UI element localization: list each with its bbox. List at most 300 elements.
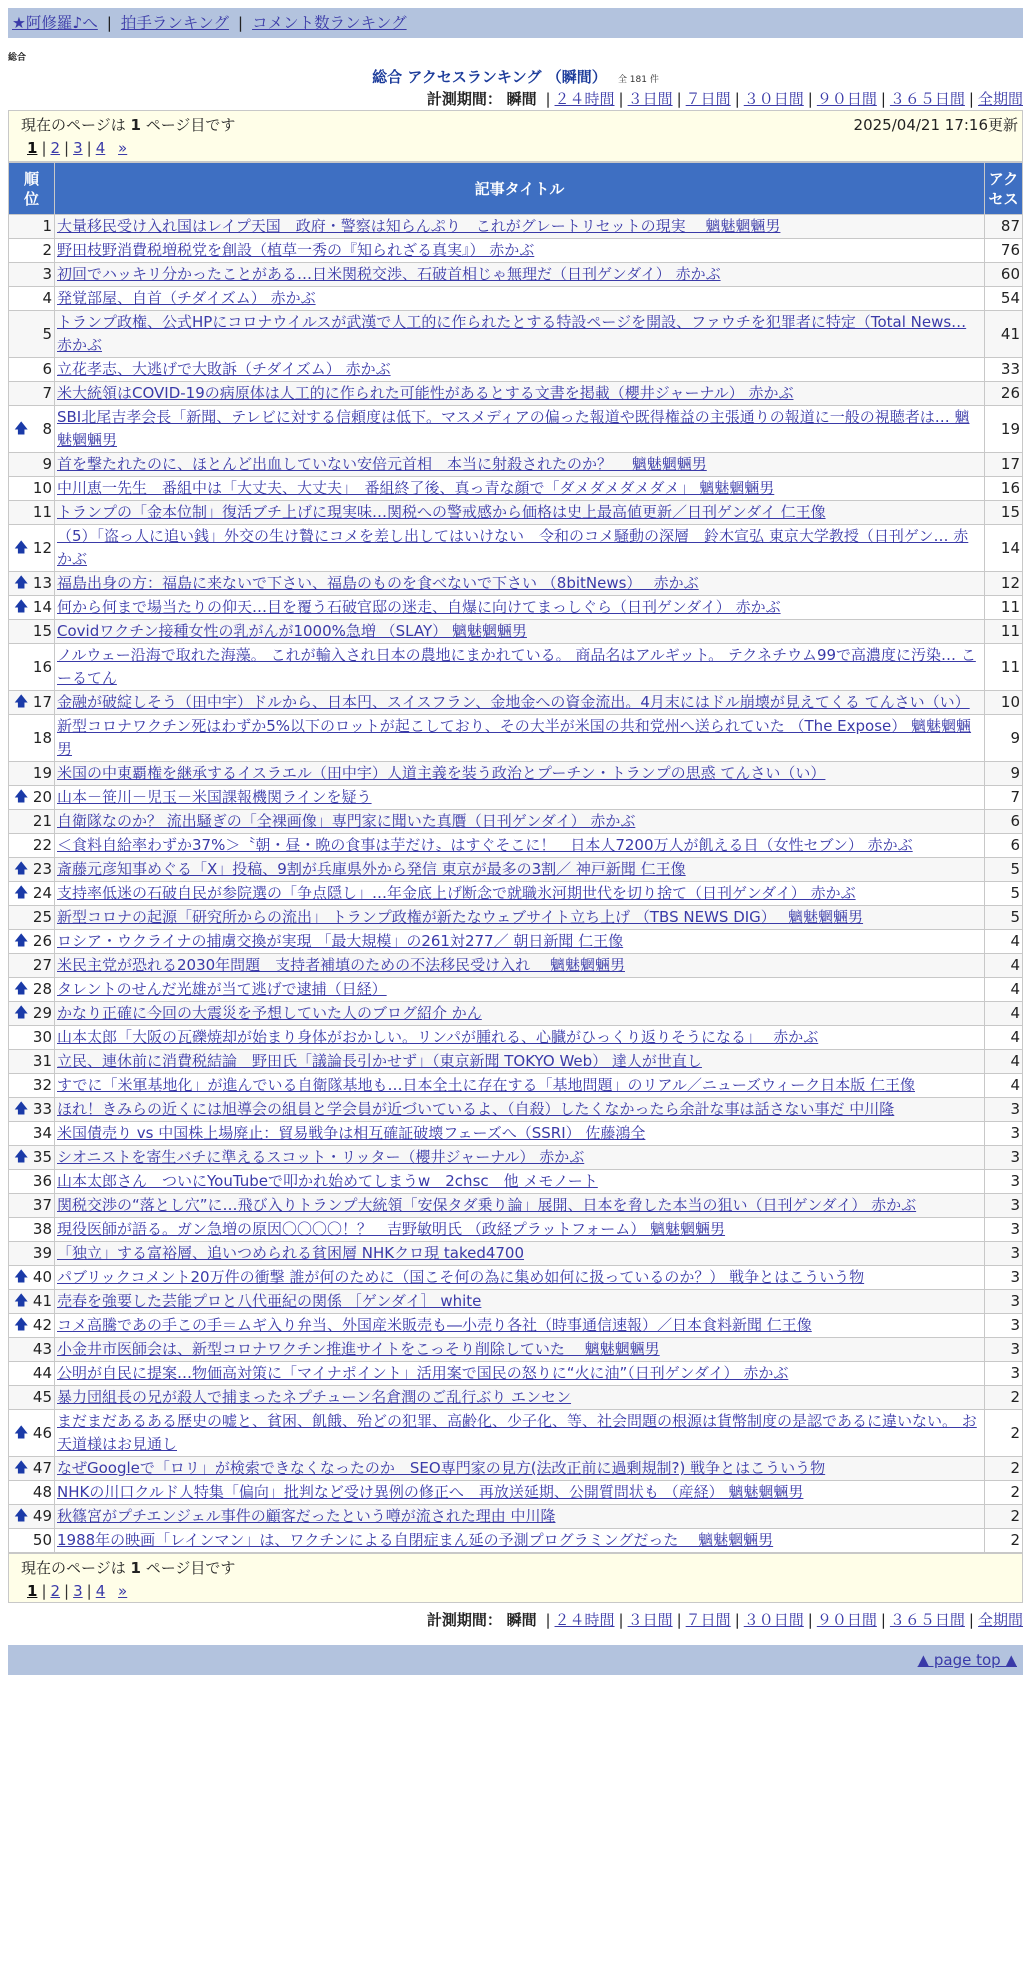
article-link[interactable]: トランプの「金本位制」復活ブチ上げに現実味…関税への警戒感から価格は史上最高値更新／日刊ゲンダイ 仁王像 [57,503,826,521]
table-row [9,358,1023,382]
rank-cell [9,382,55,406]
rank-number: 17 [32,693,52,711]
title-cell [55,382,985,406]
pager-sep: | [41,139,47,157]
table-row [9,882,1023,906]
page-info-bottom [8,1553,1023,1603]
access-count: 3 [985,1218,1023,1242]
top-nav [8,8,1023,38]
pager-page-link[interactable]: 2 [50,1582,61,1600]
table-row [9,1481,1023,1505]
table-row [9,239,1023,263]
title-main: アクセスランキング （瞬間） [407,68,607,86]
rank-number: 32 [32,1076,52,1094]
pager-page-link[interactable]: 3 [73,1582,83,1600]
rank-cell [9,263,55,287]
up-arrow-icon: 🡅 [14,861,29,877]
pager-sep: | [41,1582,47,1600]
rank-cell [9,762,55,786]
rank-cell [9,644,55,691]
article-link[interactable]: なぜGoogleで「ロリ」が検索できなくなったのか SEO専門家の見方(法改正前に過剰規制?) 戦争とはこういう物 [57,1459,826,1477]
col-count-header [985,163,1023,215]
article-link[interactable]: タレントのせんだ光雄が当て逃げで逮捕（日経） [57,980,387,998]
table-row [9,1026,1023,1050]
article-link[interactable]: NHKの川口クルド人特集「偏向」批判など受け異例の修正へ 再放送延期、公開質問状も （産経） 魑魅魍魎男 [57,1483,804,1501]
rank-cell [9,786,55,810]
table-row [9,1362,1023,1386]
article-link[interactable]: 首を撃たれたのに、ほとんど出血していない安倍元首相 本当に射殺されたのか？ 魑魅魍魎男 [57,455,707,473]
access-count: 9 [985,762,1023,786]
article-link[interactable]: 山本太郎さん ついにYouTubeで叩かれ始めてしまうw 2chsc 他 メモノート [57,1172,598,1190]
rank-cell [9,691,55,715]
page-info-top [8,110,1023,162]
title-cell [55,1505,985,1529]
title-cell [55,596,985,620]
title-cell [55,1386,985,1410]
access-count: 12 [985,572,1023,596]
up-arrow-icon: 🡅 [14,1101,29,1117]
rank-number: 48 [32,1483,52,1501]
article-link[interactable]: 山本－笹川－児玉－米国課報機関ラインを疑う [57,788,372,806]
up-arrow-icon: 🡅 [14,1424,29,1441]
access-count: 3 [985,1362,1023,1386]
category-label: 総合 [8,53,27,63]
rank-number: 6 [42,360,52,378]
rank-number: 42 [32,1316,52,1334]
rank-cell [9,215,55,239]
article-link[interactable]: パブリックコメント20万件の衝撃 誰が何のために（国こそ何の為に集め如何に扱っているのか？） 戦争とはこういう物 [57,1268,865,1286]
article-link[interactable]: 自衛隊なのか？ 流出騒ぎの「全裸画像」専門家に聞いた真贋（日刊ゲンダイ） 赤かぶ [57,812,636,830]
access-count: 3 [985,1266,1023,1290]
rank-number: 26 [32,932,52,950]
access-count: 6 [985,810,1023,834]
rank-cell [9,1314,55,1338]
article-link[interactable]: 1988年の映画「レインマン」は、ワクチンによる自閉症まん延の予測プログラミングだった 魑魅魍魎男 [57,1531,774,1549]
rank-number: 13 [32,574,52,592]
period-selector-bottom [8,1609,1023,1631]
title-cell [55,1410,985,1457]
rank-cell [9,1098,55,1122]
access-count: 3 [985,1098,1023,1122]
article-link[interactable]: コメ高騰であの手この手＝ムギ入り弁当、外国産米販売も―小売り各社（時事通信速報）／日本食料新聞 仁王像 [57,1316,812,1334]
rank-cell [9,1074,55,1098]
title-cell [55,954,985,978]
article-link[interactable]: 大量移民受け入れ国はレイプ天国 政府・警察は知らんぷり これがグレートリセットの現実 魑魅魍魎男 [57,217,781,235]
ranking-table [8,162,1023,1553]
rank-cell [9,501,55,525]
article-link[interactable]: Covidワクチン接種女性の乳がんが1000%急増 （SLAY） 魑魅魍魎男 [57,622,527,640]
article-link[interactable]: 米国の中東覇権を継承するイスラエル（田中宇）人道主義を装う政治とプーチン・トランプの思惑 てんさい（い） [57,764,826,782]
pager-page-link[interactable]: 4 [95,139,106,157]
nav-sep: | [106,14,112,32]
rank-number: 9 [42,455,52,473]
article-link[interactable]: 山本太郎「大阪の瓦礫焼却が始まり身体がおかしい。リンパが腫れる、心臓がひっくり返りそうになる」 赤かぶ [57,1028,819,1046]
page-info-number: 1 [130,1559,141,1577]
access-count: 41 [985,311,1023,358]
article-link[interactable]: トランプ政権、公式HPにコロナウイルスが武漢で人工的に作られたとする特設ページを開設、ファウチを犯罪者に特定（Total News… 赤かぶ [57,313,967,354]
page-top-link[interactable]: ▲ page top ▲ [917,1651,1017,1669]
rank-number: 19 [32,764,52,782]
article-link[interactable]: 何から何まで場当たりの仰天…目を覆う石破官邸の迷走、自爆に向けてまっしぐら（日刊ゲンダイ） 赤かぶ [57,598,781,616]
table-row [9,1338,1023,1362]
pager-next-link[interactable]: » [118,1582,128,1600]
title-cell [55,1481,985,1505]
access-count: 4 [985,1074,1023,1098]
title-cell [55,501,985,525]
rank-cell [9,406,55,453]
period-option-link[interactable]: ３０日間 [743,1611,804,1629]
article-link[interactable]: 発覚部屋、自首（チダイズム） 赤かぶ [57,289,316,307]
table-row [9,858,1023,882]
up-arrow-icon: 🡅 [14,1460,29,1476]
access-count: 10 [985,691,1023,715]
rank-cell [9,1050,55,1074]
access-count: 60 [985,263,1023,287]
access-count: 5 [985,906,1023,930]
rank-cell [9,358,55,382]
period-option-link[interactable]: 全期間 [977,90,1023,108]
home-link[interactable]: ★阿修羅♪へ [12,14,98,32]
period-option-link[interactable]: ７日間 [685,1611,731,1629]
table-row [9,406,1023,453]
col-count-label: アクセス [988,169,1019,208]
title-cell [55,715,985,762]
rank-number: 8 [42,419,52,438]
title-cell [55,858,985,882]
rank-cell [9,1529,55,1553]
title-cell [55,1457,985,1481]
pager-page-link[interactable]: 3 [73,139,83,157]
table-row [9,596,1023,620]
period-option-link[interactable]: ３日間 [627,90,673,108]
access-count: 87 [985,215,1023,239]
rank-number: 31 [32,1052,52,1070]
rank-cell [9,596,55,620]
pager-page-link[interactable]: 2 [50,139,61,157]
access-count: 3 [985,1146,1023,1170]
article-link[interactable]: （5）「盗っ人に追い銭」外交の生け贄にコメを差し出してはいけない 令和のコメ騒動の深層 鈴木宣弘 東京大学教授（日刊ゲン… 赤かぶ [57,527,969,568]
table-row [9,1146,1023,1170]
article-link[interactable]: 新型コロナの起源「研究所からの流出」 トランプ政権が新たなウェブサイト立ち上げ （TBS NEWS DIG） 魑魅魍魎男 [57,908,864,926]
title-cell [55,215,985,239]
period-option-link[interactable]: ２４時間 [554,1611,615,1629]
article-link[interactable]: ＜食料自給率わずか37%＞〝朝・昼・晩の食事は芋だけ〟はすぐそこに！ 日本人7200万人が飢える日（女性セブン） 赤かぶ [57,836,913,854]
article-link[interactable]: 暴力団組長の兄が殺人で捕まったネプチューン名倉潤のご乱行ぶり エンセン [57,1388,572,1406]
total-count: 全 181 件 [617,75,659,85]
table-row [9,311,1023,358]
article-link[interactable]: ロシア・ウクライナの捕虜交換が実現 「最大規模」の261対277／ 朝日新聞 仁王像 [57,932,624,950]
table-row [9,1290,1023,1314]
article-link[interactable]: 現役医師が語る。ガン急増の原因〇〇〇〇！？ 吉野敏明氏 （政経プラットフォーム） 魑魅魍魎男 [57,1220,726,1238]
table-row [9,453,1023,477]
title-cell [55,978,985,1002]
rank-cell [9,1194,55,1218]
title-cell [55,1314,985,1338]
col-rank-label: 順位 [23,169,39,208]
rank-cell [9,287,55,311]
period-option-link[interactable]: ７日間 [685,90,731,108]
up-arrow-icon: 🡅 [14,1508,29,1524]
period-sep: | [968,90,974,108]
article-link[interactable]: 立民、連休前に消費税結論 野田氏「議論長引かせず」（東京新聞 TOKYO Web） 達人が世直し [57,1052,702,1070]
rank-cell [9,1122,55,1146]
period-sep: | [734,90,740,108]
access-count: 7 [985,786,1023,810]
pager-next-link[interactable]: » [118,139,128,157]
rank-number: 12 [32,538,52,557]
title-cell [55,1242,985,1266]
rank-number: 37 [32,1196,52,1214]
access-count: 3 [985,1122,1023,1146]
table-row [9,1050,1023,1074]
rank-number: 46 [32,1423,52,1442]
pager-sep: | [64,139,70,157]
up-arrow-icon: 🡅 [14,575,29,591]
rank-number: 38 [32,1220,52,1238]
rank-cell [9,239,55,263]
table-row [9,691,1023,715]
pager-current: 1 [27,139,38,157]
access-count: 19 [985,406,1023,453]
title-cell [55,1122,985,1146]
period-option-link[interactable]: ９０日間 [816,1611,877,1629]
rank-number: 35 [32,1148,52,1166]
access-count: 5 [985,858,1023,882]
article-link[interactable]: 米民主党が恐れる2030年問題 支持者補填のための不法移民受け入れ 魑魅魍魎男 [57,956,625,974]
page-info-suffix: ページ目です [140,116,236,134]
title-cell [55,1338,985,1362]
rank-cell [9,1338,55,1362]
access-count: 4 [985,930,1023,954]
rank-number: 2 [42,241,52,259]
period-sep: | [676,90,682,108]
rank-number: 25 [32,908,52,926]
rank-number: 28 [32,980,52,998]
access-count: 76 [985,239,1023,263]
up-arrow-icon: 🡅 [14,694,29,710]
table-row [9,1242,1023,1266]
rank-number: 14 [32,598,52,616]
article-link[interactable]: 斎藤元彦知事めぐる「X」投稿、9割が兵庫県外から発信 東京が最多の3割／ 神戸新聞 仁王像 [57,860,686,878]
access-count: 3 [985,1290,1023,1314]
page-info-prefix: 現在のページは [21,116,131,134]
article-link[interactable]: 米国債売り vs 中国株上場廃止：貿易戦争は相互確証破壊フェーズへ（SSRI） 佐藤鴻全 [57,1124,646,1142]
rank-cell [9,453,55,477]
period-option-link[interactable]: ３日間 [627,1611,673,1629]
rank-number: 21 [32,812,52,830]
article-link[interactable]: 売春を強要した芸能プロと八代亜紀の関係 ［ゲンダイ］ white [57,1292,482,1310]
rank-cell [9,954,55,978]
period-selector-top [8,88,1023,110]
rank-cell [9,715,55,762]
rank-number: 30 [32,1028,52,1046]
table-row [9,1386,1023,1410]
pager-sep [109,1582,114,1600]
table-row [9,930,1023,954]
period-option-link[interactable]: ３６５日間 [889,90,965,108]
rank-cell [9,1218,55,1242]
rank-cell [9,1266,55,1290]
article-link[interactable]: 「独立」する富裕層、追いつめられる貧困層 NHKクロ現 taked4700 [57,1244,525,1262]
rank-number: 7 [42,384,52,402]
article-link[interactable]: 秋篠宮がプチエンジェル事件の顧客だったという噂が流された理由 中川隆 [57,1507,556,1525]
article-link[interactable]: 公明が自民に提案…物価高対策に「マイナポイント」活用案で国民の怒りに“火に油”（日刊ゲンダイ） 赤かぶ [57,1364,789,1382]
title-cell [55,572,985,596]
clap-ranking-link[interactable]: 拍手ランキング [120,14,229,32]
period-current: 瞬間 [506,90,537,108]
rank-number: 4 [42,289,52,307]
period-sep: | [676,1611,682,1629]
access-count: 16 [985,477,1023,501]
up-arrow-icon: 🡅 [14,789,29,805]
access-count: 2 [985,1481,1023,1505]
rank-number: 49 [32,1507,52,1525]
pager-bottom [21,1580,1010,1602]
up-arrow-icon: 🡅 [14,1269,29,1285]
access-count: 4 [985,954,1023,978]
table-row [9,786,1023,810]
title-cell [55,1290,985,1314]
access-count: 2 [985,1386,1023,1410]
article-link[interactable]: 野田枝野消費税増税党を創設（植草一秀の『知られざる真実』） 赤かぶ [57,241,535,259]
rank-cell [9,1481,55,1505]
period-sep: | [880,90,886,108]
title-cell [55,691,985,715]
article-link[interactable]: 関税交渉の“落とし穴”に…飛び入りトランプ大統領「安保タダ乗り論」展開、日本を脅した本当の狙い（日刊ゲンダイ） 赤かぶ [57,1196,917,1214]
access-count: 3 [985,1170,1023,1194]
pager-sep [109,139,114,157]
rank-number: 3 [42,265,52,283]
access-count: 4 [985,1050,1023,1074]
table-row [9,1314,1023,1338]
rank-cell [9,1242,55,1266]
rank-number: 11 [32,503,52,521]
table-row [9,572,1023,596]
article-link[interactable]: 小金井市医師会は、新型コロナワクチン推進サイトをこっそり削除していた 魑魅魍魎男 [57,1340,660,1358]
title-cell [55,882,985,906]
article-link[interactable]: 新型コロナワクチン死はわずか5%以下のロットが起こしており、その大半が米国の共和党州へ送られていた （The Expose） 魑魅魍魎男 [57,717,972,758]
article-link[interactable]: 初回でハッキリ分かったことがある…日米関税交渉、石破首相じゃ無理だ（日刊ゲンダイ） 赤かぶ [57,265,721,283]
title-cell [55,1026,985,1050]
period-option-link[interactable]: 全期間 [977,1611,1023,1629]
article-link[interactable]: 福島出身の方：福島に来ないで下さい、福島のものを食べないで下さい （8bitNews） 赤かぶ [57,574,699,592]
comment-ranking-link[interactable]: コメント数ランキング [252,14,407,32]
period-label: 計測期間： [426,1611,502,1629]
rank-cell [9,477,55,501]
title-cell [55,1362,985,1386]
pager-sep: | [86,1582,92,1600]
access-count: 2 [985,1505,1023,1529]
table-row [9,525,1023,572]
table-row [9,287,1023,311]
access-count: 26 [985,382,1023,406]
rank-number: 20 [32,788,52,806]
article-link[interactable]: SBI北尾吉孝会長「新聞、テレビに対する信頼度は低下。マスメディアの偏った報道や既得権益の主張通りの報道に一般の視聴者は… 魑魅魍魎男 [57,408,970,449]
access-count: 54 [985,287,1023,311]
article-link[interactable]: まだまだあるある歴史の嘘と、貧困、飢餓、殆どの犯罪、高齢化、少子化、等、社会問題の根源は貨幣制度の是認であるに違いない。 お天道様はお見通し [57,1412,977,1453]
period-sep: | [807,1611,813,1629]
title-cell [55,1098,985,1122]
rank-cell [9,311,55,358]
access-count: 5 [985,882,1023,906]
table-row [9,834,1023,858]
rank-cell [9,620,55,644]
rank-number: 24 [32,884,52,902]
rank-number: 43 [32,1340,52,1358]
up-arrow-icon: 🡅 [14,539,29,556]
table-row [9,906,1023,930]
access-count: 4 [985,1026,1023,1050]
article-link[interactable]: ノルウェー沿海で取れた海藻。 これが輸入され日本の農地にまかれている。 商品名はアルギット。 テクネチウム99で高濃度に汚染… こーるてん [57,646,976,687]
rank-number: 23 [32,860,52,878]
article-link[interactable]: 米大統領はCOVID-19の病原体は人工的に作られた可能性があるとする文書を掲載（櫻井ジャーナル） 赤かぶ [57,384,794,402]
article-link[interactable]: ほれ！きみらの近くには旭導会の組員と学会員が近づいているよ、（自殺）したくなかったら余計な事は話さない事だ 中川隆 [57,1100,895,1118]
title-cell [55,810,985,834]
rank-cell [9,930,55,954]
table-row [9,477,1023,501]
access-count: 3 [985,1338,1023,1362]
period-option-link[interactable]: ３０日間 [743,90,804,108]
title-cell [55,930,985,954]
table-row [9,263,1023,287]
rank-number: 10 [32,479,52,497]
title-cell [55,287,985,311]
article-link[interactable]: シオニストを寄生バチに準えるスコット・リッター（櫻井ジャーナル） 赤かぶ [57,1148,585,1166]
rank-number: 27 [32,956,52,974]
table-row [9,1457,1023,1481]
pager-page-link[interactable]: 4 [95,1582,106,1600]
rank-cell [9,858,55,882]
period-option-link[interactable]: ２４時間 [554,90,615,108]
period-option-link[interactable]: ３６５日間 [889,1611,965,1629]
table-row [9,1505,1023,1529]
title-cell [55,1074,985,1098]
access-count: 33 [985,358,1023,382]
table-row [9,1410,1023,1457]
rank-cell [9,1026,55,1050]
title-prefix: 総合 [372,68,408,86]
title-cell [55,834,985,858]
title-cell [55,525,985,572]
rank-cell [9,1410,55,1457]
rank-number: 45 [32,1388,52,1406]
table-row [9,501,1023,525]
table-row [9,644,1023,691]
rank-cell [9,1362,55,1386]
article-link[interactable]: すでに「米軍基地化」が進んでいる自衛隊基地も…日本全土に存在する「基地問題」のリアル／ニューズウィーク日本版 仁王像 [57,1076,915,1094]
access-count: 3 [985,1314,1023,1338]
article-link[interactable]: 金融が破綻しそう（田中宇）ドルから、日本円、スイスフラン、金地金への資金流出。4月末にはドル崩壊が見えてくる てんさい（い） [57,693,970,711]
title-cell [55,1002,985,1026]
rank-cell [9,810,55,834]
article-link[interactable]: 立花孝志、大逃げで大敗訴（チダイズム） 赤かぶ [57,360,391,378]
article-link[interactable]: かなり正確に今回の大震災を予想していた人のブログ紹介 かん [57,1004,482,1022]
article-link[interactable]: 支持率低迷の石破自民が参院選の「争点隠し」…年金底上げ断念で就職氷河期世代を切り捨て（日刊ゲンダイ） 赤かぶ [57,884,856,902]
table-row [9,215,1023,239]
article-link[interactable]: 中川恵一先生 番組中は「大丈夫、大丈夫」 番組終了後、真っ青な顔で「ダメダメダメダメ」 魑魅魍魎男 [57,479,775,497]
rank-cell [9,978,55,1002]
bottom-bar [8,1645,1023,1675]
access-count: 9 [985,715,1023,762]
table-row [9,382,1023,406]
table-row [9,1266,1023,1290]
rank-cell [9,882,55,906]
access-count: 6 [985,834,1023,858]
page-info-text [21,1556,1010,1580]
period-label: 計測期間： [426,90,502,108]
title-cell [55,1050,985,1074]
period-option-link[interactable]: ９０日間 [816,90,877,108]
